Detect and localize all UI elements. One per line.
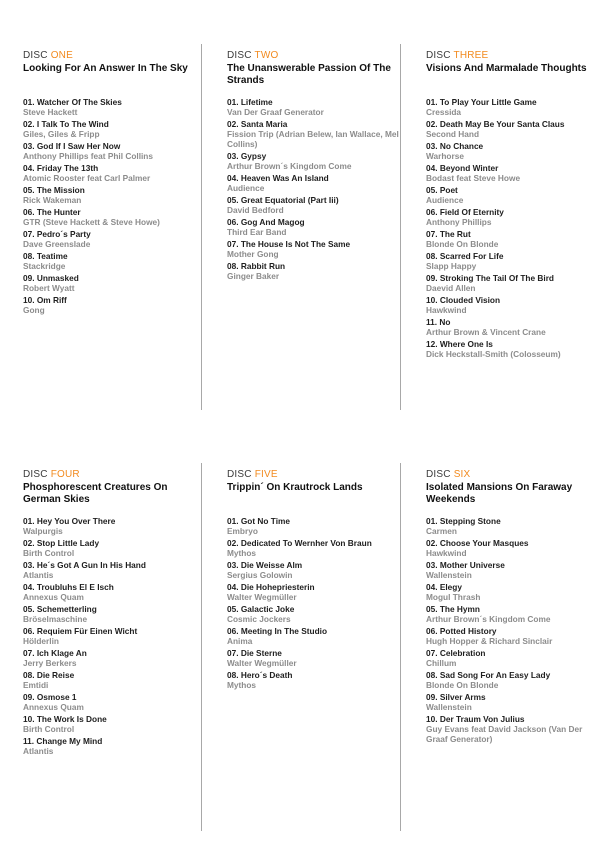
track-artist: Anthony Phillips feat Phil Collins <box>23 151 153 161</box>
track-item <box>23 97 203 117</box>
track-title: 10. Clouded Vision <box>426 295 501 305</box>
track-artist: Birth Control <box>23 548 75 558</box>
track-item <box>227 604 407 624</box>
track-title: 03. God If I Saw Her Now <box>23 141 121 151</box>
track-item <box>23 295 203 315</box>
track-item <box>426 692 600 712</box>
track-artist: Giles, Giles & Fripp <box>23 129 100 139</box>
track-item <box>426 516 600 536</box>
track-item <box>426 295 600 315</box>
track-item <box>227 582 407 602</box>
track-title: 02. I Talk To The Wind <box>23 119 109 129</box>
track-title: 03. Mother Universe <box>426 560 505 570</box>
track-artist: Annexus Quam <box>23 702 84 712</box>
track-artist: Jerry Berkers <box>23 658 77 668</box>
track-artist: Atomic Rooster feat Carl Palmer <box>23 173 151 183</box>
track-title: 09. Osmose 1 <box>23 692 77 702</box>
disc-one <box>23 50 203 317</box>
track-artist: Blonde On Blonde <box>426 239 499 249</box>
track-artist: Mother Gong <box>227 249 279 259</box>
track-artist: Warhorse <box>426 151 464 161</box>
track-title: 04. Heaven Was An Island <box>227 173 329 183</box>
track-title: 04. Die Hohepriesterin <box>227 582 315 592</box>
track-artist: Dave Greenslade <box>23 239 91 249</box>
disc-title: The Unanswerable Passion Of The Strands <box>227 63 391 86</box>
track-title: 06. Potted History <box>426 626 497 636</box>
track-item <box>426 163 600 183</box>
disc-header <box>227 469 407 480</box>
track-item <box>426 538 600 558</box>
track-title: 07. Ich Klage An <box>23 648 87 658</box>
track-item <box>426 648 600 668</box>
track-item <box>227 516 407 536</box>
track-item <box>426 582 600 602</box>
disc-header <box>23 50 203 61</box>
track-artist: Gong <box>23 305 45 315</box>
track-item <box>426 560 600 580</box>
track-item <box>426 317 600 337</box>
track-item <box>426 339 600 359</box>
disc-label: DISC <box>23 50 48 61</box>
track-artist: Atlantis <box>23 570 54 580</box>
track-title: 01. Got No Time <box>227 516 291 526</box>
track-item <box>227 560 407 580</box>
track-item <box>426 626 600 646</box>
track-artist: Audience <box>426 195 464 205</box>
track-title: 08. Die Reise <box>23 670 75 680</box>
track-artist: Wallenstein <box>426 570 472 580</box>
track-item <box>426 97 600 117</box>
track-title: 06. Gog And Magog <box>227 217 305 227</box>
disc-six <box>426 469 600 746</box>
track-title: 04. Elegy <box>426 582 462 592</box>
track-list <box>426 516 600 744</box>
track-title: 01. Hey You Over There <box>23 516 116 526</box>
track-artist: Mythos <box>227 680 257 690</box>
track-title: 09. Unmasked <box>23 273 79 283</box>
track-artist: Hugh Hopper & Richard Sinclair <box>426 636 553 646</box>
track-title: 06. Meeting In The Studio <box>227 626 328 636</box>
track-title: 03. Gypsy <box>227 151 267 161</box>
track-list <box>426 97 600 359</box>
track-title: 01. To Play Your Little Game <box>426 97 537 107</box>
track-title: 05. Great Equatorial (Part Iii) <box>227 195 339 205</box>
track-title: 02. Santa Maria <box>227 119 288 129</box>
track-title: 02. Choose Your Masques <box>426 538 529 548</box>
track-artist: Cressida <box>426 107 462 117</box>
track-artist: Hawkwind <box>426 548 467 558</box>
track-artist: Third Ear Band <box>227 227 287 237</box>
track-artist: Hawkwind <box>426 305 467 315</box>
track-title: 09. Stroking The Tail Of The Bird <box>426 273 555 283</box>
track-item <box>23 670 203 690</box>
track-item <box>23 648 203 668</box>
track-item <box>227 173 407 193</box>
track-item <box>23 163 203 183</box>
track-item <box>426 251 600 271</box>
track-title: 08. Sad Song For An Easy Lady <box>426 670 551 680</box>
track-item <box>23 207 203 227</box>
disc-two <box>227 50 407 283</box>
track-title: 08. Rabbit Run <box>227 261 286 271</box>
track-artist: Emtidi <box>23 680 49 690</box>
track-artist: Annexus Quam <box>23 592 84 602</box>
disc-four <box>23 469 203 758</box>
track-item <box>23 185 203 205</box>
disc-title: Phosphorescent Creatures On German Skies <box>23 482 168 505</box>
track-item <box>227 626 407 646</box>
disc-number: THREE <box>453 50 489 61</box>
track-artist: Walter Wegmüller <box>227 592 297 602</box>
track-title: 07. Die Sterne <box>227 648 282 658</box>
disc-label: DISC <box>227 50 252 61</box>
disc-title: Visions And Marmalade Thoughts <box>426 63 587 74</box>
track-item <box>426 714 600 744</box>
disc-header <box>426 469 600 480</box>
track-artist: Arthur Brown´s Kingdom Come <box>227 161 352 171</box>
track-artist: Walter Wegmüller <box>227 658 297 668</box>
track-title: 01. Stepping Stone <box>426 516 501 526</box>
track-title: 08. Hero´s Death <box>227 670 293 680</box>
track-artist: Daevid Allen <box>426 283 476 293</box>
track-list <box>227 516 407 690</box>
track-item <box>426 273 600 293</box>
track-title: 04. Beyond Winter <box>426 163 499 173</box>
track-item <box>227 239 407 259</box>
track-artist: Slapp Happy <box>426 261 477 271</box>
disc-five <box>227 469 407 692</box>
track-title: 06. Requiem Für Einen Wicht <box>23 626 138 636</box>
track-title: 02. Death May Be Your Santa Claus <box>426 119 565 129</box>
track-list <box>23 516 203 756</box>
disc-number: FIVE <box>254 469 278 480</box>
track-title: 10. Der Traum Von Julius <box>426 714 525 724</box>
track-title: 02. Stop Little Lady <box>23 538 100 548</box>
track-title: 05. Schemetterling <box>23 604 97 614</box>
track-item <box>227 119 407 149</box>
track-artist: GTR (Steve Hackett & Steve Howe) <box>23 217 160 227</box>
track-item <box>227 195 407 215</box>
track-artist: Hölderlin <box>23 636 59 646</box>
track-title: 03. Die Weisse Alm <box>227 560 303 570</box>
track-artist: Ginger Baker <box>227 271 280 281</box>
disc-three <box>426 50 600 361</box>
track-item <box>426 229 600 249</box>
track-title: 11. No <box>426 317 451 327</box>
track-artist: Bröselmaschine <box>23 614 88 624</box>
track-item <box>23 229 203 249</box>
track-artist: Anthony Phillips <box>426 217 492 227</box>
track-title: 01. Watcher Of The Skies <box>23 97 122 107</box>
track-item <box>227 261 407 281</box>
track-artist: Mogul Thrash <box>426 592 481 602</box>
track-item <box>23 538 203 558</box>
track-title: 04. Troubluhs El E Isch <box>23 582 114 592</box>
track-artist: Van Der Graaf Generator <box>227 107 324 117</box>
track-title: 07. The House Is Not The Same <box>227 239 351 249</box>
track-item <box>227 670 407 690</box>
track-artist: Guy Evans feat David Jackson (Van Der Graaf Generator) <box>426 724 583 744</box>
track-artist: Stackridge <box>23 261 66 271</box>
track-title: 10. The Work Is Done <box>23 714 107 724</box>
disc-number: FOUR <box>50 469 80 480</box>
track-item <box>23 604 203 624</box>
track-item <box>426 670 600 690</box>
track-item <box>426 141 600 161</box>
track-item <box>23 736 203 756</box>
track-title: 06. The Hunter <box>23 207 81 217</box>
track-title: 05. Galactic Joke <box>227 604 295 614</box>
track-title: 03. He´s Got A Gun In His Hand <box>23 560 146 570</box>
disc-number: TWO <box>254 50 279 61</box>
disc-title: Isolated Mansions On Faraway Weekends <box>426 482 573 505</box>
track-item <box>426 604 600 624</box>
track-item <box>426 207 600 227</box>
track-artist: Carmen <box>426 526 457 536</box>
disc-number: SIX <box>453 469 471 480</box>
track-title: 06. Field Of Eternity <box>426 207 504 217</box>
track-artist: Fission Trip (Adrian Belew, Ian Wallace, Mel Collins) <box>227 129 399 149</box>
track-title: 08. Scarred For Life <box>426 251 504 261</box>
track-title: 01. Lifetime <box>227 97 273 107</box>
track-item <box>23 692 203 712</box>
track-artist: Embryo <box>227 526 258 536</box>
track-title: 12. Where One Is <box>426 339 493 349</box>
track-artist: Anima <box>227 636 253 646</box>
track-artist: Robert Wyatt <box>23 283 75 293</box>
track-item <box>227 151 407 171</box>
track-list <box>23 97 203 315</box>
track-artist: Sergius Golowin <box>227 570 293 580</box>
disc-header <box>227 50 407 61</box>
track-artist: Rick Wakeman <box>23 195 82 205</box>
track-item <box>426 119 600 139</box>
track-artist: Birth Control <box>23 724 75 734</box>
track-title: 03. No Chance <box>426 141 484 151</box>
disc-label: DISC <box>426 469 451 480</box>
track-artist: Arthur Brown´s Kingdom Come <box>426 614 551 624</box>
track-item <box>227 648 407 668</box>
track-artist: Arthur Brown & Vincent Crane <box>426 327 546 337</box>
track-artist: David Bedford <box>227 205 284 215</box>
disc-title: Trippin´ On Krautrock Lands <box>227 482 363 493</box>
track-item <box>23 119 203 139</box>
track-item <box>23 273 203 293</box>
track-artist: Chillum <box>426 658 457 668</box>
track-artist: Second Hand <box>426 129 480 139</box>
track-title: 05. Poet <box>426 185 458 195</box>
disc-label: DISC <box>426 50 451 61</box>
track-title: 11. Change My Mind <box>23 736 103 746</box>
track-item <box>227 97 407 117</box>
disc-number: ONE <box>50 50 73 61</box>
track-item <box>23 560 203 580</box>
track-item <box>23 626 203 646</box>
disc-header <box>426 50 600 61</box>
track-title: 04. Friday The 13th <box>23 163 99 173</box>
track-item <box>23 582 203 602</box>
track-artist: Steve Hackett <box>23 107 78 117</box>
track-title: 10. Om Riff <box>23 295 67 305</box>
track-item <box>23 251 203 271</box>
track-title: 07. The Rut <box>426 229 471 239</box>
disc-title: Looking For An Answer In The Sky <box>23 63 188 74</box>
track-title: 09. Silver Arms <box>426 692 486 702</box>
track-artist: Walpurgis <box>23 526 63 536</box>
track-list <box>227 97 407 281</box>
disc-header <box>23 469 203 480</box>
track-item <box>227 217 407 237</box>
track-artist: Atlantis <box>23 746 54 756</box>
track-item <box>23 516 203 536</box>
track-artist: Cosmic Jockers <box>227 614 291 624</box>
track-title: 02. Dedicated To Wernher Von Braun <box>227 538 372 548</box>
track-artist: Bodast feat Steve Howe <box>426 173 521 183</box>
track-artist: Mythos <box>227 548 257 558</box>
track-item <box>23 714 203 734</box>
disc-label: DISC <box>23 469 48 480</box>
track-title: 07. Pedro´s Party <box>23 229 91 239</box>
track-title: 08. Teatime <box>23 251 68 261</box>
disc-label: DISC <box>227 469 252 480</box>
track-item <box>426 185 600 205</box>
track-artist: Blonde On Blonde <box>426 680 499 690</box>
track-title: 07. Celebration <box>426 648 486 658</box>
track-title: 05. The Mission <box>23 185 85 195</box>
track-item <box>227 538 407 558</box>
track-artist: Dick Heckstall-Smith (Colosseum) <box>426 349 561 359</box>
track-item <box>23 141 203 161</box>
track-artist: Audience <box>227 183 265 193</box>
track-artist: Wallenstein <box>426 702 472 712</box>
track-title: 05. The Hymn <box>426 604 480 614</box>
